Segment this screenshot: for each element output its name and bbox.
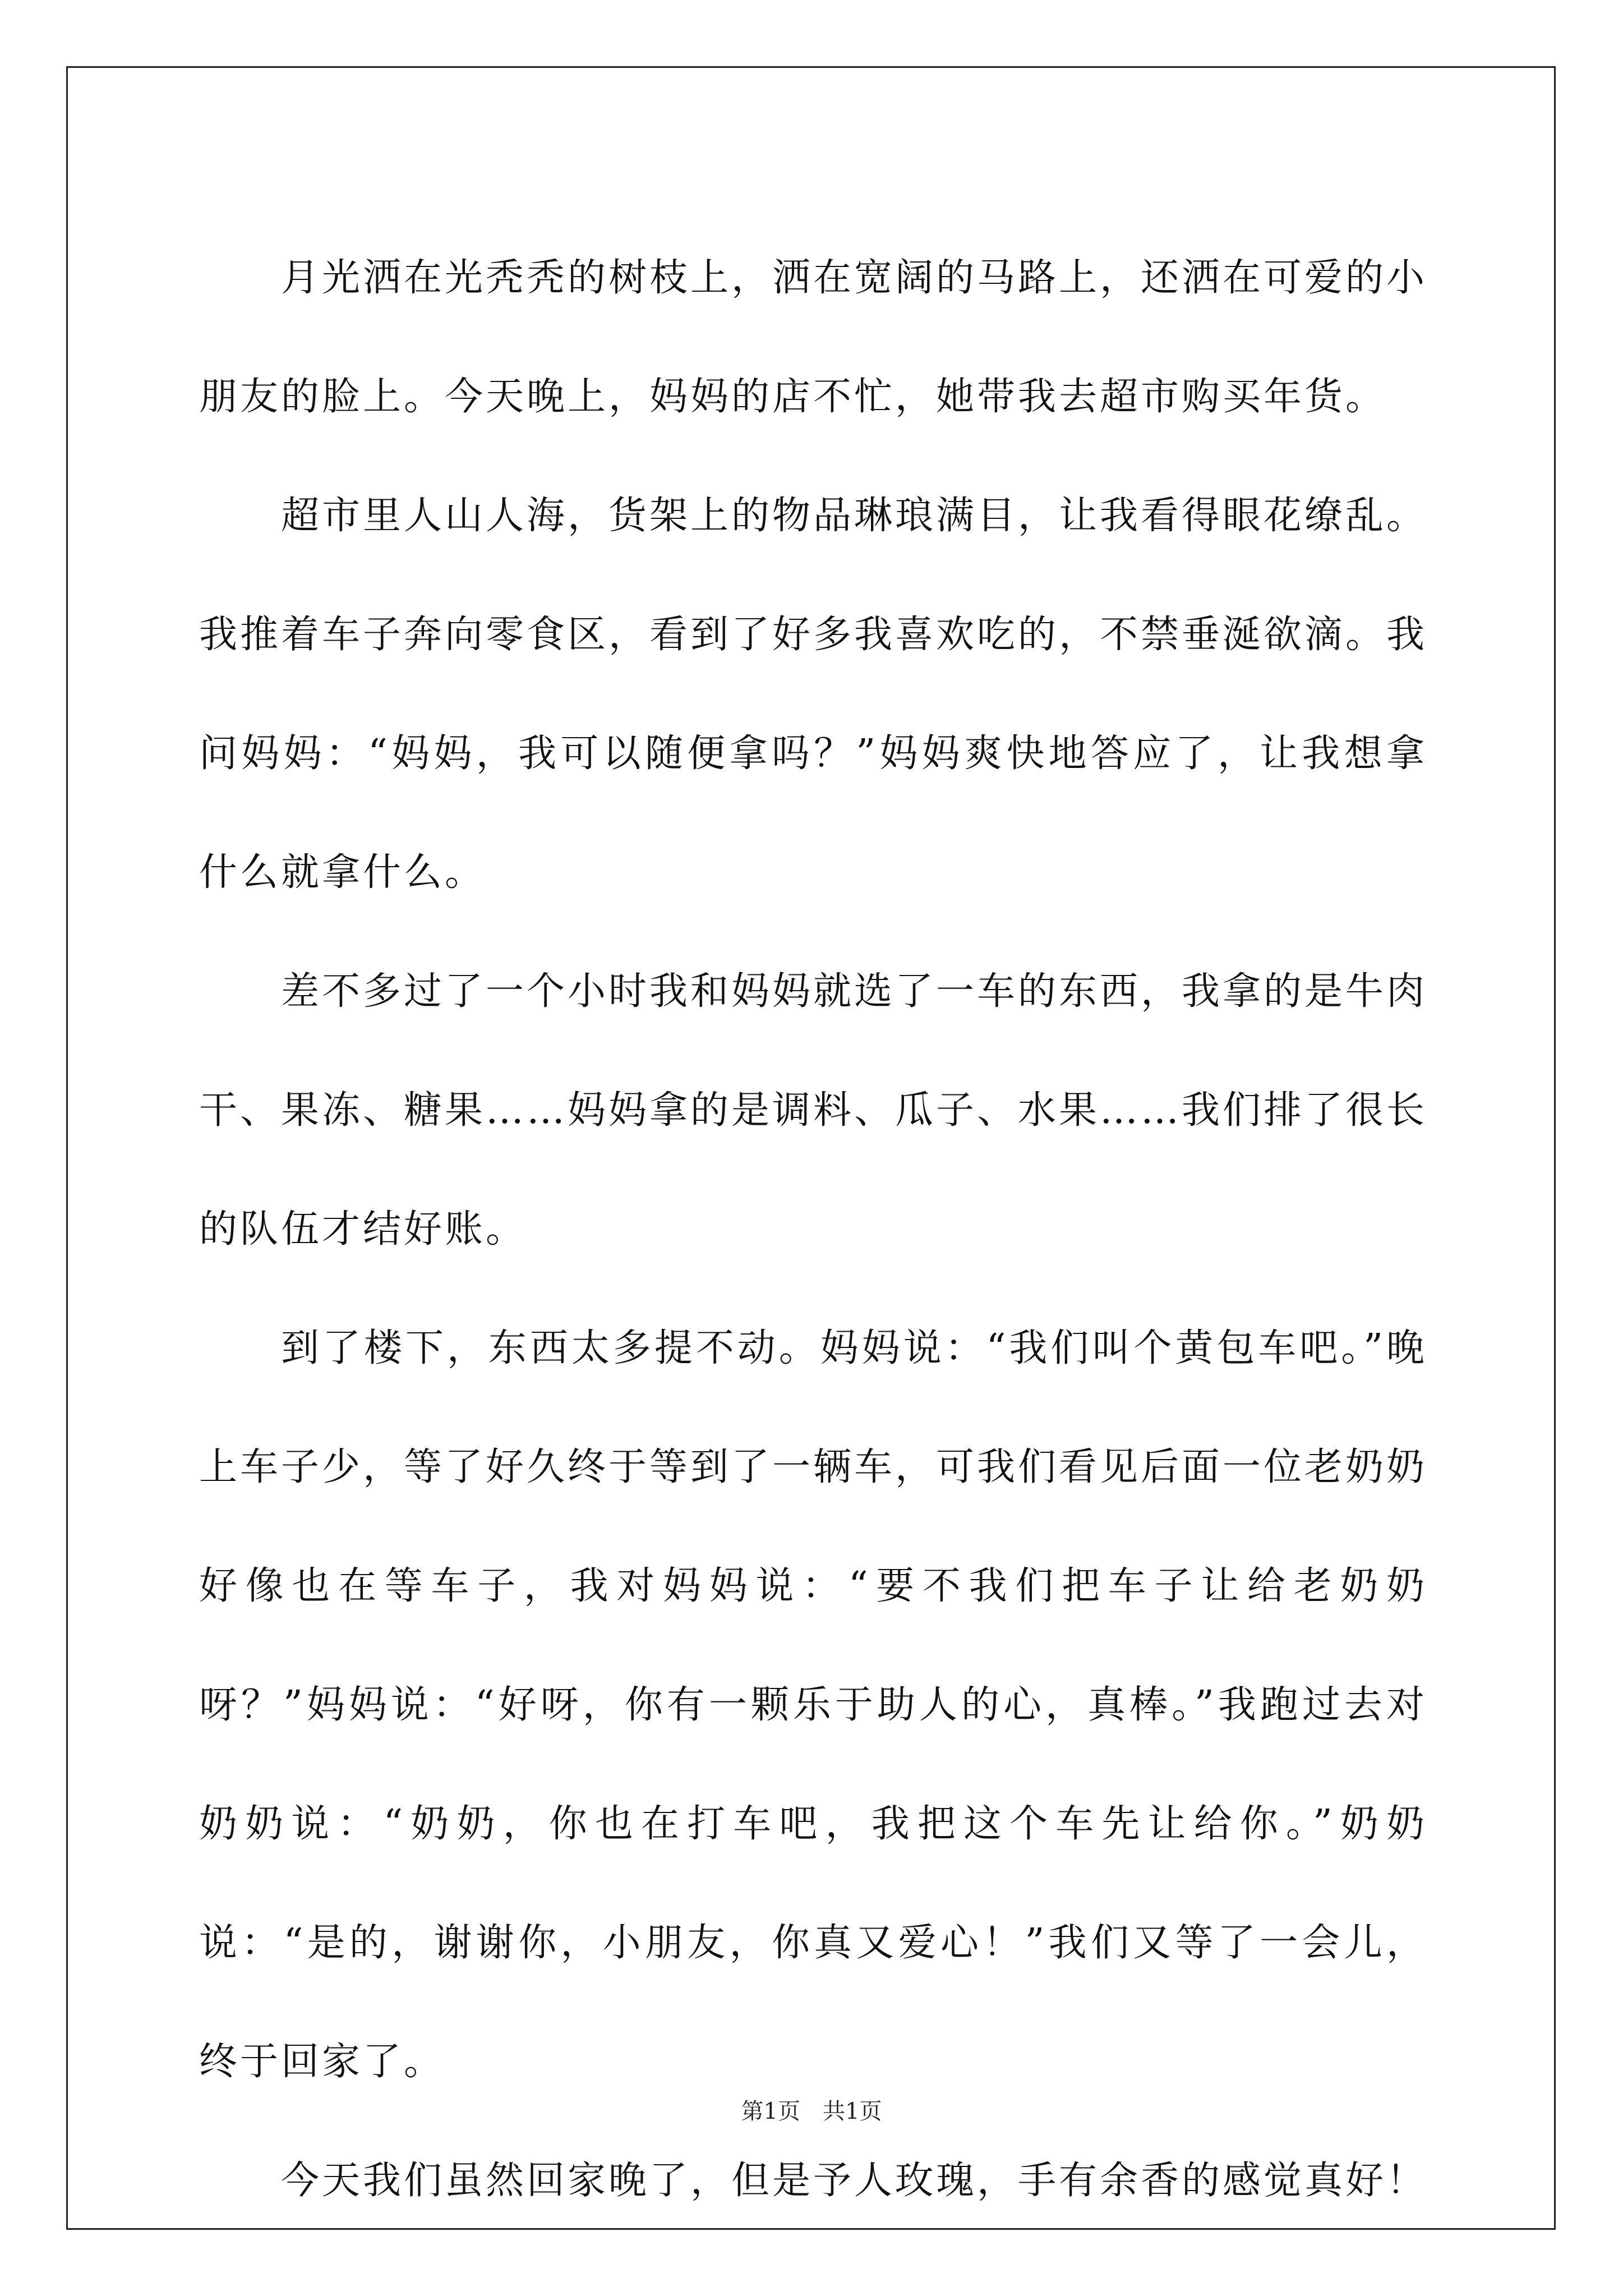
paragraph: 到了楼下，东西太多提不动。妈妈说：“我们叫个黄包车吧。”晚上车子少，等了好久终于等到了一辆车，可我们看见后面一位老奶奶好像也在等车子，我对妈妈说：“要不我们把车子让给老奶奶呀？”妈妈说：“好呀，你有一颗乐于助人的心，真棒。”我跑过去对奶奶说：“奶奶，你也在打车吧，我把这个车先让给你。”奶奶说：“是的，谢谢你，小朋友，你真又爱心！”我们又等了一会儿，终于回家了。 bbox=[199, 1326, 1428, 2084]
paragraph: 月光洒在光秃秃的树枝上，洒在宽阔的马路上，还洒在可爱的小朋友的脸上。今天晚上，妈妈的店不忙，她带我去超市购买年货。 bbox=[199, 256, 1428, 419]
page-total: 共1页 bbox=[823, 2099, 882, 2124]
document-body bbox=[199, 219, 1427, 2240]
page-footer bbox=[0, 2095, 1623, 2128]
paragraph: 超市里人山人海，货架上的物品琳琅满目，让我看得眼花缭乱。我推着车子奔向零食区，看到了好多我喜欢吃的，不禁垂涎欲滴。我问妈妈：“妈妈，我可以随便拿吗？”妈妈爽快地答应了，让我想拿什么就拿什么。 bbox=[199, 494, 1428, 895]
paragraph: 差不多过了一个小时我和妈妈就选了一车的东西，我拿的是牛肉干、果冻、糖果……妈妈拿的是调料、瓜子、水果……我们排了很长的队伍才结好账。 bbox=[199, 969, 1428, 1251]
page-number: 第1页 bbox=[741, 2099, 800, 2124]
paragraph: 今天我们虽然回家晚了，但是予人玫瑰，手有余香的感觉真好！ bbox=[281, 2159, 1428, 2203]
